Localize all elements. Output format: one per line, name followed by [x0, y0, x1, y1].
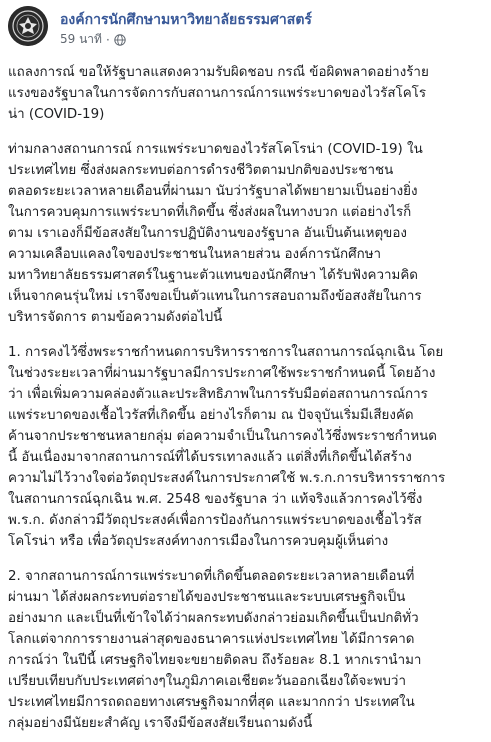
post-line: การณ์ว่า ในปีนี้ เศรษฐกิจไทยจะขยายติดลบ ถึงร้อยละ 8.1 หากเรานำมา — [8, 653, 422, 668]
post-line: ตลอดระยะเวลาหลายเดือนที่ผ่านมา นับว่ารัฐบาลได้พยายามเป็นอย่างยิ่ง — [8, 184, 418, 199]
post-header — [8, 6, 483, 50]
post-line: มหาวิทยาลัยธรรมศาสตร์ในฐานะตัวแทนของนักศึกษา ได้รับฟังความคิด — [8, 268, 418, 283]
post-line: ว่า เพื่อเพิ่มความคล่องตัวและประสิทธิภาพในการรับมือต่อสถานการณ์การ — [8, 387, 428, 402]
post-paragraph — [8, 566, 484, 734]
post-line: บริหารจัดการ ตามข้อความดังต่อไปนี้ — [8, 310, 223, 325]
post-body — [8, 62, 484, 742]
post-line: ผ่านมา ได้ส่งผลกระทบต่อรายได้ของประชาชนและระบบเศรษฐกิจเป็น — [8, 590, 406, 605]
globe-icon[interactable] — [114, 34, 126, 46]
post-line: 2. จากสถานการณ์การแพร่ระบาดที่เกิดขึ้นตลอดระยะเวลาหลายเดือนที่ — [8, 569, 415, 584]
post-line: น่า (COVID-19) — [8, 107, 105, 122]
meta-separator: · — [105, 32, 110, 47]
page-avatar[interactable] — [8, 6, 48, 46]
post-line: ประเทศไทย ซึ่งส่งผลกระทบต่อการดำรงชีวิตตามปกติของประชาชน — [8, 163, 394, 178]
post-line: 1. การคงไว้ซึ่งพระราชกำหนดการบริหารราชการในสถานการณ์ฉุกเฉิน โดย — [8, 345, 444, 360]
post-line: แถลงการณ์ ขอให้รัฐบาลแสดงความรับผิดชอบ กรณี ข้อผิดพลาดอย่างร้าย — [8, 65, 429, 80]
post-line: ท่ามกลางสถานการณ์ การแพร่ระบาดของไวรัสโคโรน่า (COVID-19) ใน — [8, 142, 423, 157]
post-line: ในสถานการณ์ฉุกเฉิน พ.ศ. 2548 ของรัฐบาล ว่า แท้จริงแล้วการคงไว้ซึ่ง — [8, 492, 423, 507]
post-paragraph — [8, 62, 484, 125]
post-paragraph — [8, 342, 484, 552]
post-line: ความเคลือบแคลงใจของประชาชนในหลายส่วน องค์การนักศึกษา — [8, 247, 382, 262]
post-line: อย่างมาก และเป็นที่เข้าใจได้ว่าผลกระทบดังกล่าวย่อมเกิดขึ้นเป็นปกติทั่ว — [8, 611, 419, 626]
post-meta — [60, 30, 126, 49]
university-seal-icon — [8, 6, 48, 46]
post-line: โลกแต่จากการรายงานล่าสุดของธนาคารแห่งประเทศไทย ได้มีการคาด — [8, 632, 415, 647]
post-line: เปรียบเทียบกับประเทศต่างๆในภูมิภาคเอเชียตะวันออกเฉียงใต้จะพบว่า — [8, 674, 406, 689]
post-line: ค้านจากประชาชนหลายกลุ่ม ต่อความจำเป็นในการคงไว้ซึ่งพระราชกำหนด — [8, 429, 437, 444]
page-name-link[interactable]: องค์การนักศึกษามหาวิทยาลัยธรรมศาสตร์ — [60, 12, 312, 28]
post-line: นี้ อันเนื่องมาจากสถานการณ์ที่ได้บรรเทาลงแล้ว แต่สิ่งที่เกิดขึ้นได้สร้าง — [8, 450, 412, 465]
post-line: ในช่วงระยะเวลาที่ผ่านมารัฐบาลมีการประกาศใช้พระราชกำหนดนี้ โดยอ้าง — [8, 366, 436, 381]
post-line: เห็นจากคนรุ่นใหม่ เราจึงขอเป็นตัวแทนในการสอบถามถึงข้อสงสัยในการ — [8, 289, 422, 304]
post-line: ประเทศไทยมีการถดถอยทางเศรษฐกิจมากที่สุด และมากกว่า ประเทศใน — [8, 695, 415, 710]
post-line: ตาม เราเองก็มีข้อสงสัยในการปฏิบัติงานของรัฐบาล อันเป็นต้นเหตุของ — [8, 226, 407, 241]
post-line: แรงของรัฐบาลในการจัดการกับสถานการณ์การแพร่ระบาดของไวรัสโคโร — [8, 86, 427, 101]
post-paragraph — [8, 139, 484, 328]
post-line: แพร่ระบาดของเชื้อไวรัสที่เกิดขึ้น อย่างไรก็ตาม ณ ปัจจุบันเริ่มมีเสียงคัด — [8, 408, 414, 423]
post-timestamp[interactable]: 59 นาที — [60, 32, 102, 46]
post-line: กลุ่มอย่างมีนัยยะสำคัญ เราจึงมีข้อสงสัยเรียนถามดังนี้ — [8, 716, 313, 731]
post-line: โคโรน่า หรือ เพื่อวัตถุประสงค์ทางการเมืองในการควบคุมผู้เห็นต่าง — [8, 534, 389, 549]
post-line: ความไม่ไว้วางใจต่อวัตถุประสงค์ในการประกาศใช้ พ.ร.ก.การบริหารราชการ — [8, 471, 446, 486]
post-line: พ.ร.ก. ดังกล่าวมีวัตถุประสงค์เพื่อการป้องกันการแพร่ระบาดของเชื้อไวรัส — [8, 513, 422, 528]
post-line: ในการควบคุมการแพร่ระบาดที่เกิดขึ้น ซึ่งส่งผลในทางบวก แต่อย่างไรก็ — [8, 205, 412, 220]
